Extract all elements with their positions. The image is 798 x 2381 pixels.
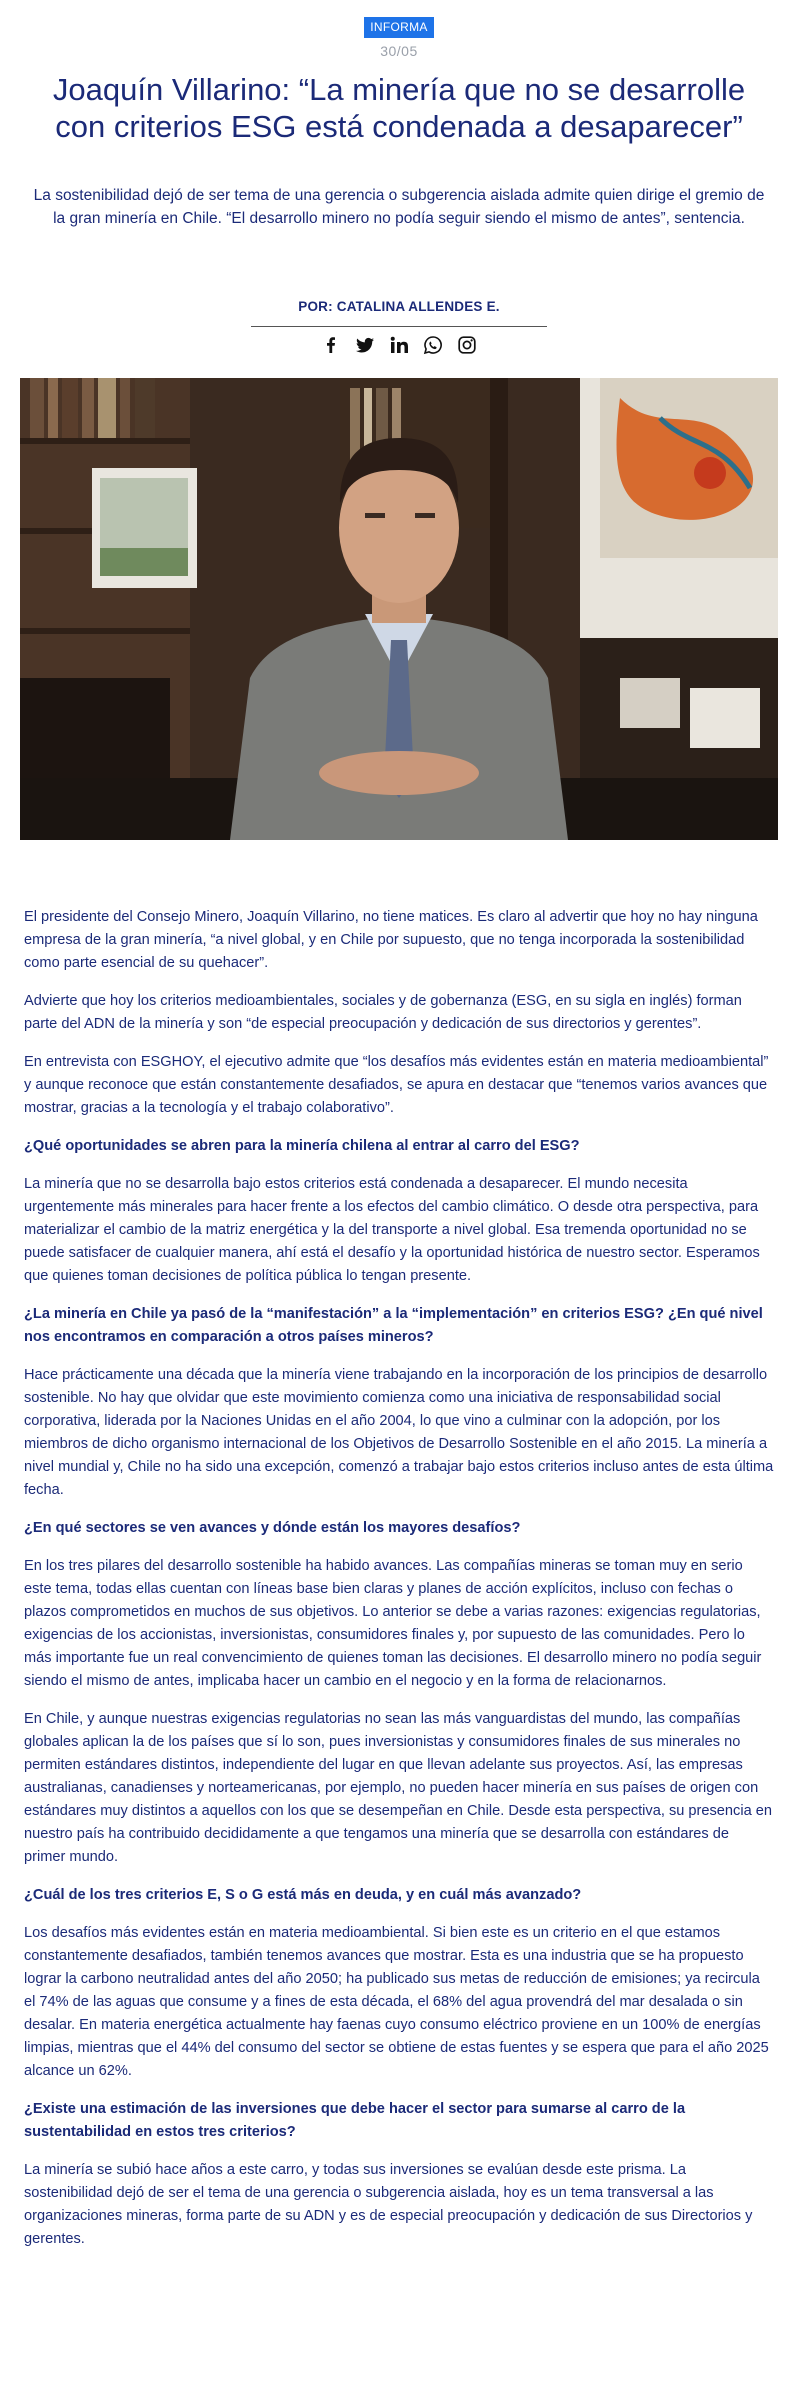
paragraph: La minería que no se desarrolla bajo estos criterios está condenada a desaparecer. El mundo necesita urgentemente más minerales para hacer frente a los efectos del cambio climático. O desde otra perspectiva, para materializar el cambio de la matriz energética y la del transporte a nivel global. Esa tremenda oportunidad no se puede satisfacer de cualquier manera, ahí está el desafío y la oportunidad histórica de nuestro sector. Esperamos que quienes toman decisiones de política pública lo tengan presente. <box>24 1176 760 1284</box>
linkedin-icon[interactable] <box>389 335 409 355</box>
paragraph: En Chile, y aunque nuestras exigencias regulatorias no sean las más vanguardistas del mundo, las compañías globales aplican la de los países que sí lo son, pues inversionistas y consumidores finales de sus minerales no permiten estándares distintos, independiente del lugar en que llevan adelante sus proyectos. Así, las empresas australianas, canadienses y norteamericanas, por ejemplo, no pueden hacer minería en sus países de origen con estándares muy distintos a aquellos con los que se desempeñan en Chile. Desde esta perspectiva, su presencia en nuestro país ha contribuido decididamente a que tengamos una minería que se desarrolla con estándares de primer mundo. <box>24 1711 772 1865</box>
instagram-icon[interactable] <box>457 335 477 355</box>
byline-divider <box>251 326 547 327</box>
interview-question: ¿La minería en Chile ya pasó de la “manifestación” a la “implementación” en criterios ESG? ¿En qué nivel nos encontramos en comparación a otros países mineros? <box>24 1306 763 1345</box>
share-bar <box>0 335 798 355</box>
category-row <box>0 0 798 38</box>
article-lede: La sostenibilidad dejó de ser tema de una gerencia o subgerencia aislada admite quien dirige el gremio de la gran minería en Chile. “El desarrollo minero no podía seguir siendo el mismo de antes”, sentencia. <box>33 187 765 227</box>
article-date: 30/05 <box>380 43 418 59</box>
interview-question: ¿Existe una estimación de las inversiones que debe hacer el sector para sumarse al carro de la sustentabilidad en estos tres criterios? <box>24 2101 686 2140</box>
hero-photo <box>20 378 778 840</box>
paragraph: Los desafíos más evidentes están en materia medioambiental. Si bien este es un criterio en el que estamos constantemente desafiados, también tenemos avances que mostrar. Esta es una industria que se ha propuesto lograr la carbono neutralidad antes del año 2050; ha publicado sus metas de reducción de emisiones; ya recircula el 74% de las aguas que consume y a fines de esta década, el 68% del agua provendrá del mar desalada o sin desalar. En materia energética actualmente hay faenas cuyo consumo eléctrico proviene en un 100% de energías limpias, mientras que el 44% del consumo del sector se obtiene de estas fuentes y se espera que para el año 2025 alcance un 62%. <box>24 1925 769 2079</box>
facebook-icon[interactable] <box>321 335 341 355</box>
paragraph: En los tres pilares del desarrollo sostenible ha habido avances. Las compañías mineras se toman muy en serio este tema, todas ellas cuentan con líneas base bien claras y planes de acción explícitos, incluso con fechas o plazos comprometidos en muchos de sus objetivos. Lo anterior se debe a varias razones: exigencias regulatorias, exigencias de los accionistas, inversionistas, consumidores finales y, por supuesto de las comunidades. Pero lo más importante fue un real convencimiento de quienes toman las decisiones. El desarrollo minero no podía seguir siendo el mismo de antes, implicaba hacer un cambio en el negocio y en la forma de relacionarnos. <box>24 1558 762 1689</box>
paragraph: El presidente del Consejo Minero, Joaquín Villarino, no tiene matices. Es claro al advertir que hoy no hay ninguna empresa de la gran minería, “a nivel global, y en Chile por supuesto, que no tenga incorporada la sostenibilidad como parte esencial de su quehacer”. <box>24 909 758 971</box>
article-title: Joaquín Villarino: “La minería que no se desarrolle con criterios ESG está condenada a desaparecer” <box>52 72 746 144</box>
interview-question: ¿Cuál de los tres criterios E, S o G está más en deuda, y en cuál más avanzado? <box>24 1887 582 1903</box>
category-badge[interactable]: INFORMA <box>364 17 433 38</box>
paragraph: Advierte que hoy los criterios medioambientales, sociales y de gobernanza (ESG, en su sigla en inglés) forman parte del ADN de la minería y son “de especial preocupación y dedicación de sus directorios y gerentes”. <box>24 993 742 1032</box>
byline: POR: CATALINA ALLENDES E. <box>298 299 500 314</box>
paragraph: La minería se subió hace años a este carro, y todas sus inversiones se evalúan desde este prisma. La sostenibilidad dejó de ser el tema de una gerencia o subgerencia aislada, hoy es un tema transversal a las organizaciones mineras, forma parte de su ADN y es de especial preocupación y dedicación de sus Directorios y gerentes. <box>24 2162 753 2247</box>
twitter-icon[interactable] <box>355 335 375 355</box>
paragraph: Hace prácticamente una década que la minería viene trabajando en la incorporación de los principios de desarrollo sostenible. No hay que olvidar que este movimiento comienza como una iniciativa de responsabilidad social corporativa, liderada por la Naciones Unidas en el año 2004, lo que vino a culminar con la adopción, por los miembros de dicho organismo internacional de los Objetivos de Desarrollo Sostenible en el año 2015. La minería a nivel mundial y, Chile no ha sido una excepción, comenzó a trabajar bajo estos criterios incluso antes de esta última fecha. <box>24 1367 774 1498</box>
paragraph: En entrevista con ESGHOY, el ejecutivo admite que “los desafíos más evidentes están en materia medioambiental” y aunque reconoce que están constantemente desafiados, se apura en destacar que “tenemos varios avances que mostrar, gracias a la tecnología y el trabajo colaborativo”. <box>24 1054 769 1116</box>
whatsapp-icon[interactable] <box>423 335 443 355</box>
interview-question: ¿Qué oportunidades se abren para la minería chilena al entrar al carro del ESG? <box>24 1138 580 1154</box>
interview-question: ¿En qué sectores se ven avances y dónde están los mayores desafíos? <box>24 1520 521 1536</box>
article-body <box>24 906 774 2251</box>
